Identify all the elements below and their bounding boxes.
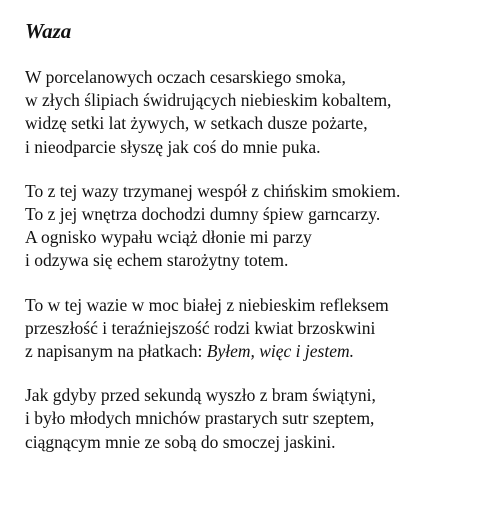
poem-page [25,18,465,475]
poem-line: To z tej wazy trzymanej wespół z chińskim smokiem. [25,180,401,201]
poem-line: ciągnącym mnie ze sobą do smoczej jaskini. [25,431,336,452]
stanza-4 [25,384,465,454]
poem-line: A ognisko wypału wciąż dłonie mi parzy [25,227,312,248]
poem-line: przeszłość i teraźniejszość rodzi kwiat brzoskwini [25,317,376,338]
poem-line: To w tej wazie w moc białej z niebieskim refleksem [25,294,389,315]
poem-line: widzę setki lat żywych, w setkach dusze pożarte, [25,113,368,134]
poem-line: i nieodparcie słyszę jak coś do mnie puka. [25,136,321,157]
poem-line: Jak gdyby przed sekundą wyszło z bram świątyni, [25,385,376,406]
poem-line: w złych ślipiach świdrujących niebieskim kobaltem, [25,90,392,111]
poem-line: To z jej wnętrza dochodzi dumny śpiew garncarzy. [25,204,381,225]
poem-line: i odzywa się echem starożytny totem. [25,250,289,271]
poem-line: i było młodych mnichów prastarych sutr szeptem, [25,408,375,429]
poem-title: Waza [25,19,72,43]
stanza-2 [25,180,465,273]
poem-italic-quote: Byłem, więc i jestem. [206,341,354,362]
poem-line: W porcelanowych oczach cesarskiego smoka, [25,67,346,87]
stanza-1 [25,66,465,159]
poem-line-with-italic [25,340,465,363]
poem-line-prefix: z napisanym na płatkach: [25,341,207,362]
stanza-3 [25,294,465,364]
